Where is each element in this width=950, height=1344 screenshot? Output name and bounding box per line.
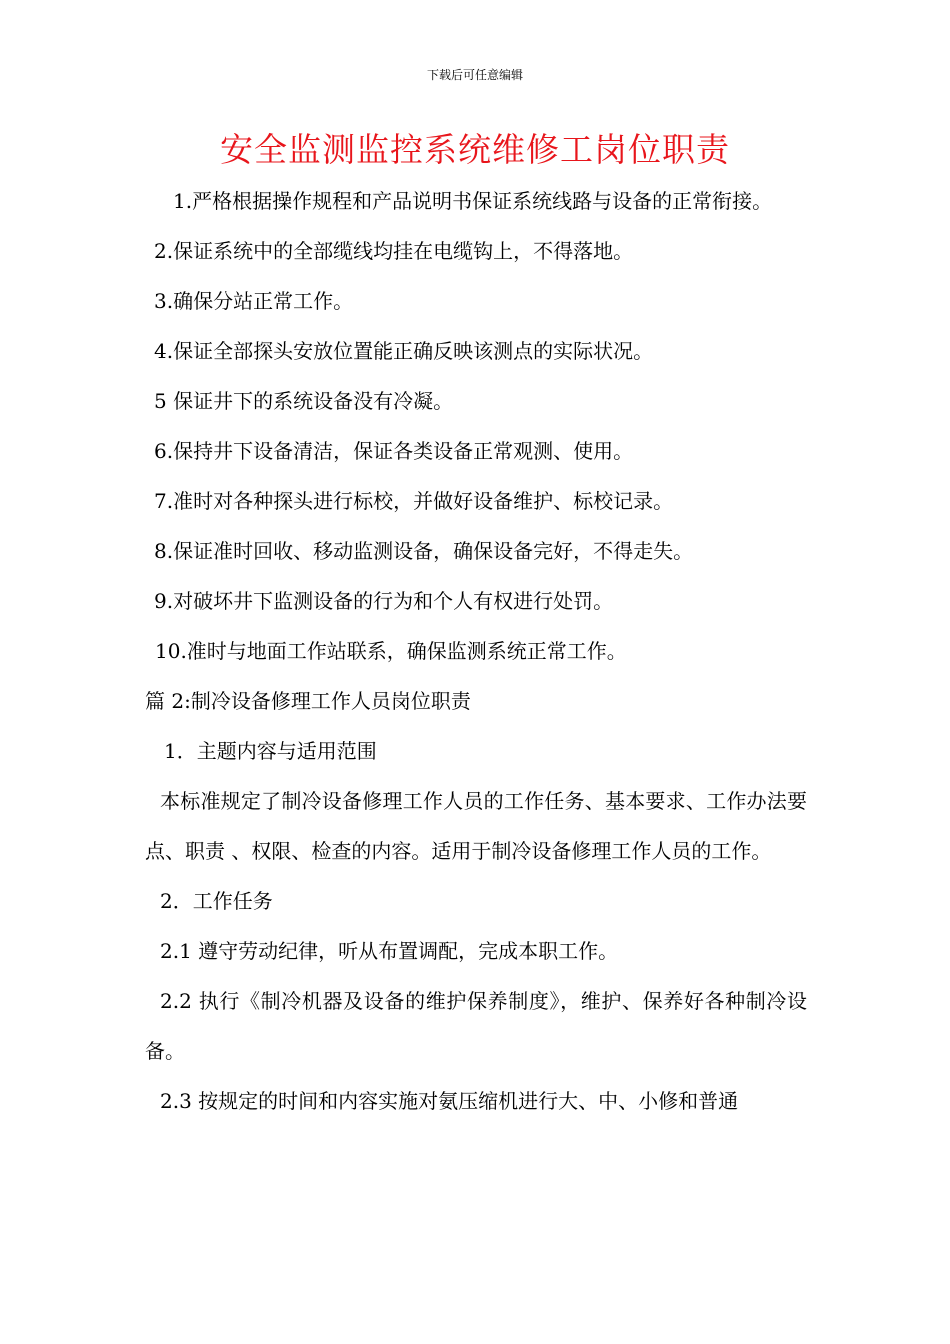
document-title: 安全监测监控系统维修工岗位职责 [220, 130, 730, 169]
paragraph-duty-6: 6.保持井下设备清洁，保证各类设备正常观测、使用。 [154, 439, 634, 463]
paragraph-duty-4: 4.保证全部探头安放位置能正确反映该测点的实际状况。 [154, 339, 654, 363]
paragraph-task-2-3: 2.3 按规定的时间和内容实施对氨压缩机进行大、中、小修和普通 [160, 1089, 739, 1113]
header-note: 下载后可任意编辑 [426, 68, 523, 82]
paragraph-duty-9: 9.对破坏井下监测设备的行为和个人有权进行处罚。 [154, 589, 614, 613]
paragraph-duty-1: 1.严格根据操作规程和产品说明书保证系统线路与设备的正常衔接。 [173, 189, 773, 213]
paragraph-duty-7: 7.准时对各种探头进行标校，并做好设备维护、标校记录。 [154, 489, 674, 513]
paragraph-duty-10: 10.准时与地面工作站联系，确保监测系统正常工作。 [155, 639, 627, 663]
paragraph-duty-8: 8.保证准时回收、移动监测设备，确保设备完好，不得走失。 [154, 539, 694, 563]
paragraph-scope: 本标准规定了制冷设备修理工作人员的工作任务、基本要求、工作办法要点、职责 、权限、检查的内容。适用于制冷设备修理工作人员的工作。 [145, 789, 807, 863]
subheading-tasks: 2．工作任务 [160, 889, 273, 913]
section-heading-part-2: 篇 2:制冷设备修理工作人员岗位职责 [145, 689, 471, 713]
paragraph-task-2-2: 2.2 执行《制冷机器及设备的维护保养制度》，维护、保养好各种制冷设备。 [145, 989, 807, 1063]
document-body [145, 176, 807, 1126]
paragraph-duty-2: 2.保证系统中的全部缆线均挂在电缆钩上，不得落地。 [154, 239, 634, 263]
subheading-scope: 1．主题内容与适用范围 [164, 739, 377, 763]
paragraph-duty-5: 5 保证井下的系统设备没有冷凝。 [154, 389, 454, 413]
paragraph-duty-3: 3.确保分站正常工作。 [154, 289, 354, 313]
paragraph-task-2-1: 2.1 遵守劳动纪律，听从布置调配，完成本职工作。 [160, 939, 619, 963]
